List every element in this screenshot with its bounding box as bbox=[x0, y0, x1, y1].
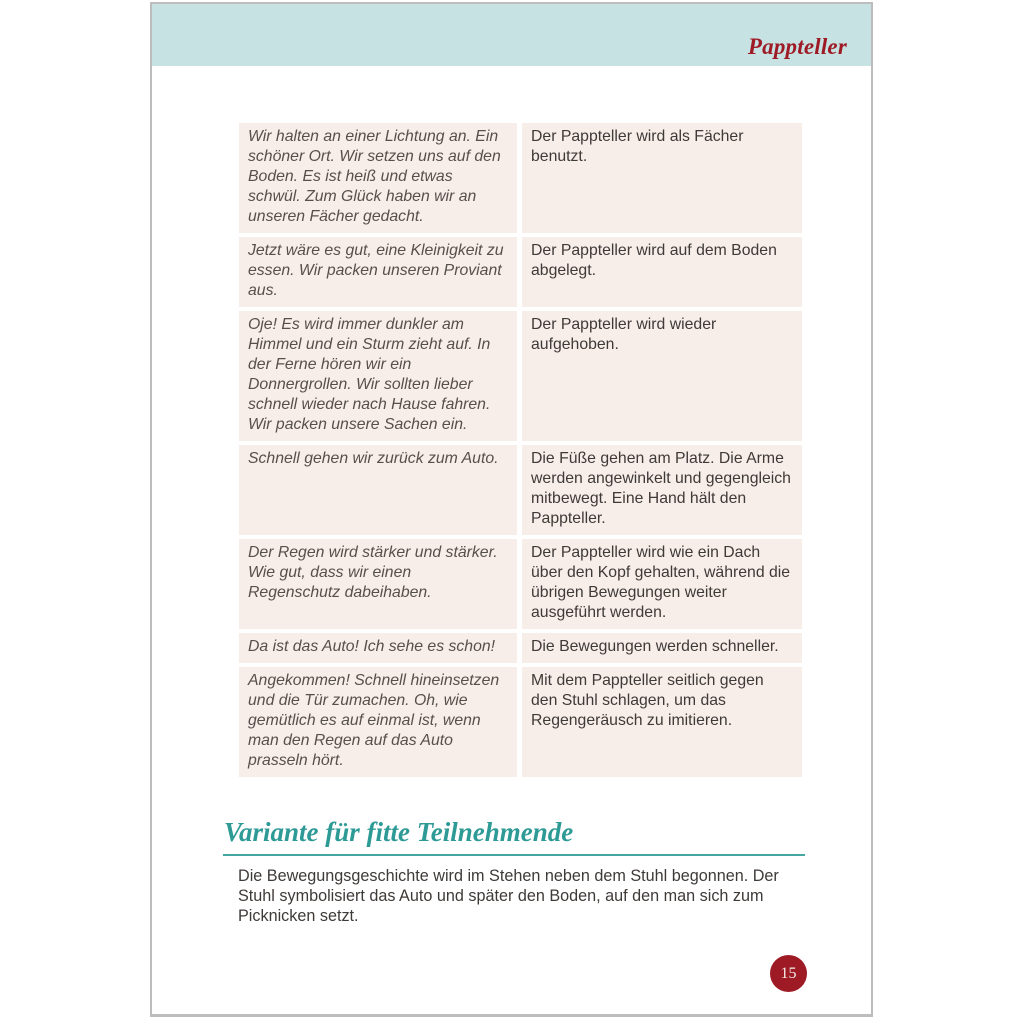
page-header-band bbox=[152, 4, 871, 66]
variant-section-heading: Variante für fitte Teilnehmende bbox=[223, 817, 805, 856]
action-cell: Die Bewegungen werden schneller. bbox=[522, 633, 802, 663]
action-cell: Der Pappteller wird wieder aufgehoben. bbox=[522, 311, 802, 441]
action-cell: Der Pappteller wird auf dem Boden abgelegt. bbox=[522, 237, 802, 307]
story-cell: Jetzt wäre es gut, eine Kleinigkeit zu essen. Wir packen unseren Proviant aus. bbox=[239, 237, 517, 307]
running-head: Pappteller bbox=[747, 34, 847, 59]
page-number-badge bbox=[770, 955, 807, 992]
action-cell: Mit dem Pappteller seitlich gegen den Stuhl schlagen, um das Regengeräusch zu imitieren. bbox=[522, 667, 802, 777]
action-cell: Der Pappteller wird als Fächer benutzt. bbox=[522, 123, 802, 233]
story-cell: Der Regen wird stärker und stärker. Wie gut, dass wir einen Regenschutz dabeihaben. bbox=[239, 539, 517, 629]
story-cell: Da ist das Auto! Ich sehe es schon! bbox=[239, 633, 517, 663]
book-page bbox=[150, 2, 873, 1017]
action-cell: Der Pappteller wird wie ein Dach über den Kopf gehalten, während die übrigen Bewegungen weiter ausgeführt werden. bbox=[522, 539, 802, 629]
movement-story-table bbox=[239, 123, 802, 777]
story-cell: Angekommen! Schnell hineinsetzen und die Tür zumachen. Oh, wie gemütlich es auf einmal ist, wenn man den Regen auf das Auto prasseln hört. bbox=[239, 667, 517, 777]
story-cell: Schnell gehen wir zurück zum Auto. bbox=[239, 445, 517, 535]
story-cell: Oje! Es wird immer dunkler am Himmel und ein Sturm zieht auf. In der Ferne hören wir ein Donnergrollen. Wir sollten lieber schnell wieder nach Hause fahren. Wir packen unsere Sachen ein. bbox=[239, 311, 517, 441]
action-cell: Die Füße gehen am Platz. Die Arme werden angewinkelt und gegengleich mitbewegt. Eine Hand hält den Pappteller. bbox=[522, 445, 802, 535]
story-cell: Wir halten an einer Lichtung an. Ein schöner Ort. Wir setzen uns auf den Boden. Es ist heiß und etwas schwül. Zum Glück haben wir an unseren Fächer gedacht. bbox=[239, 123, 517, 233]
page-number: 15 bbox=[780, 964, 797, 982]
variant-section-text: Die Bewegungsgeschichte wird im Stehen neben dem Stuhl begonnen. Der Stuhl symbolisiert das Auto und später den Boden, auf den man sich zum Picknicken setzt. bbox=[238, 867, 779, 925]
